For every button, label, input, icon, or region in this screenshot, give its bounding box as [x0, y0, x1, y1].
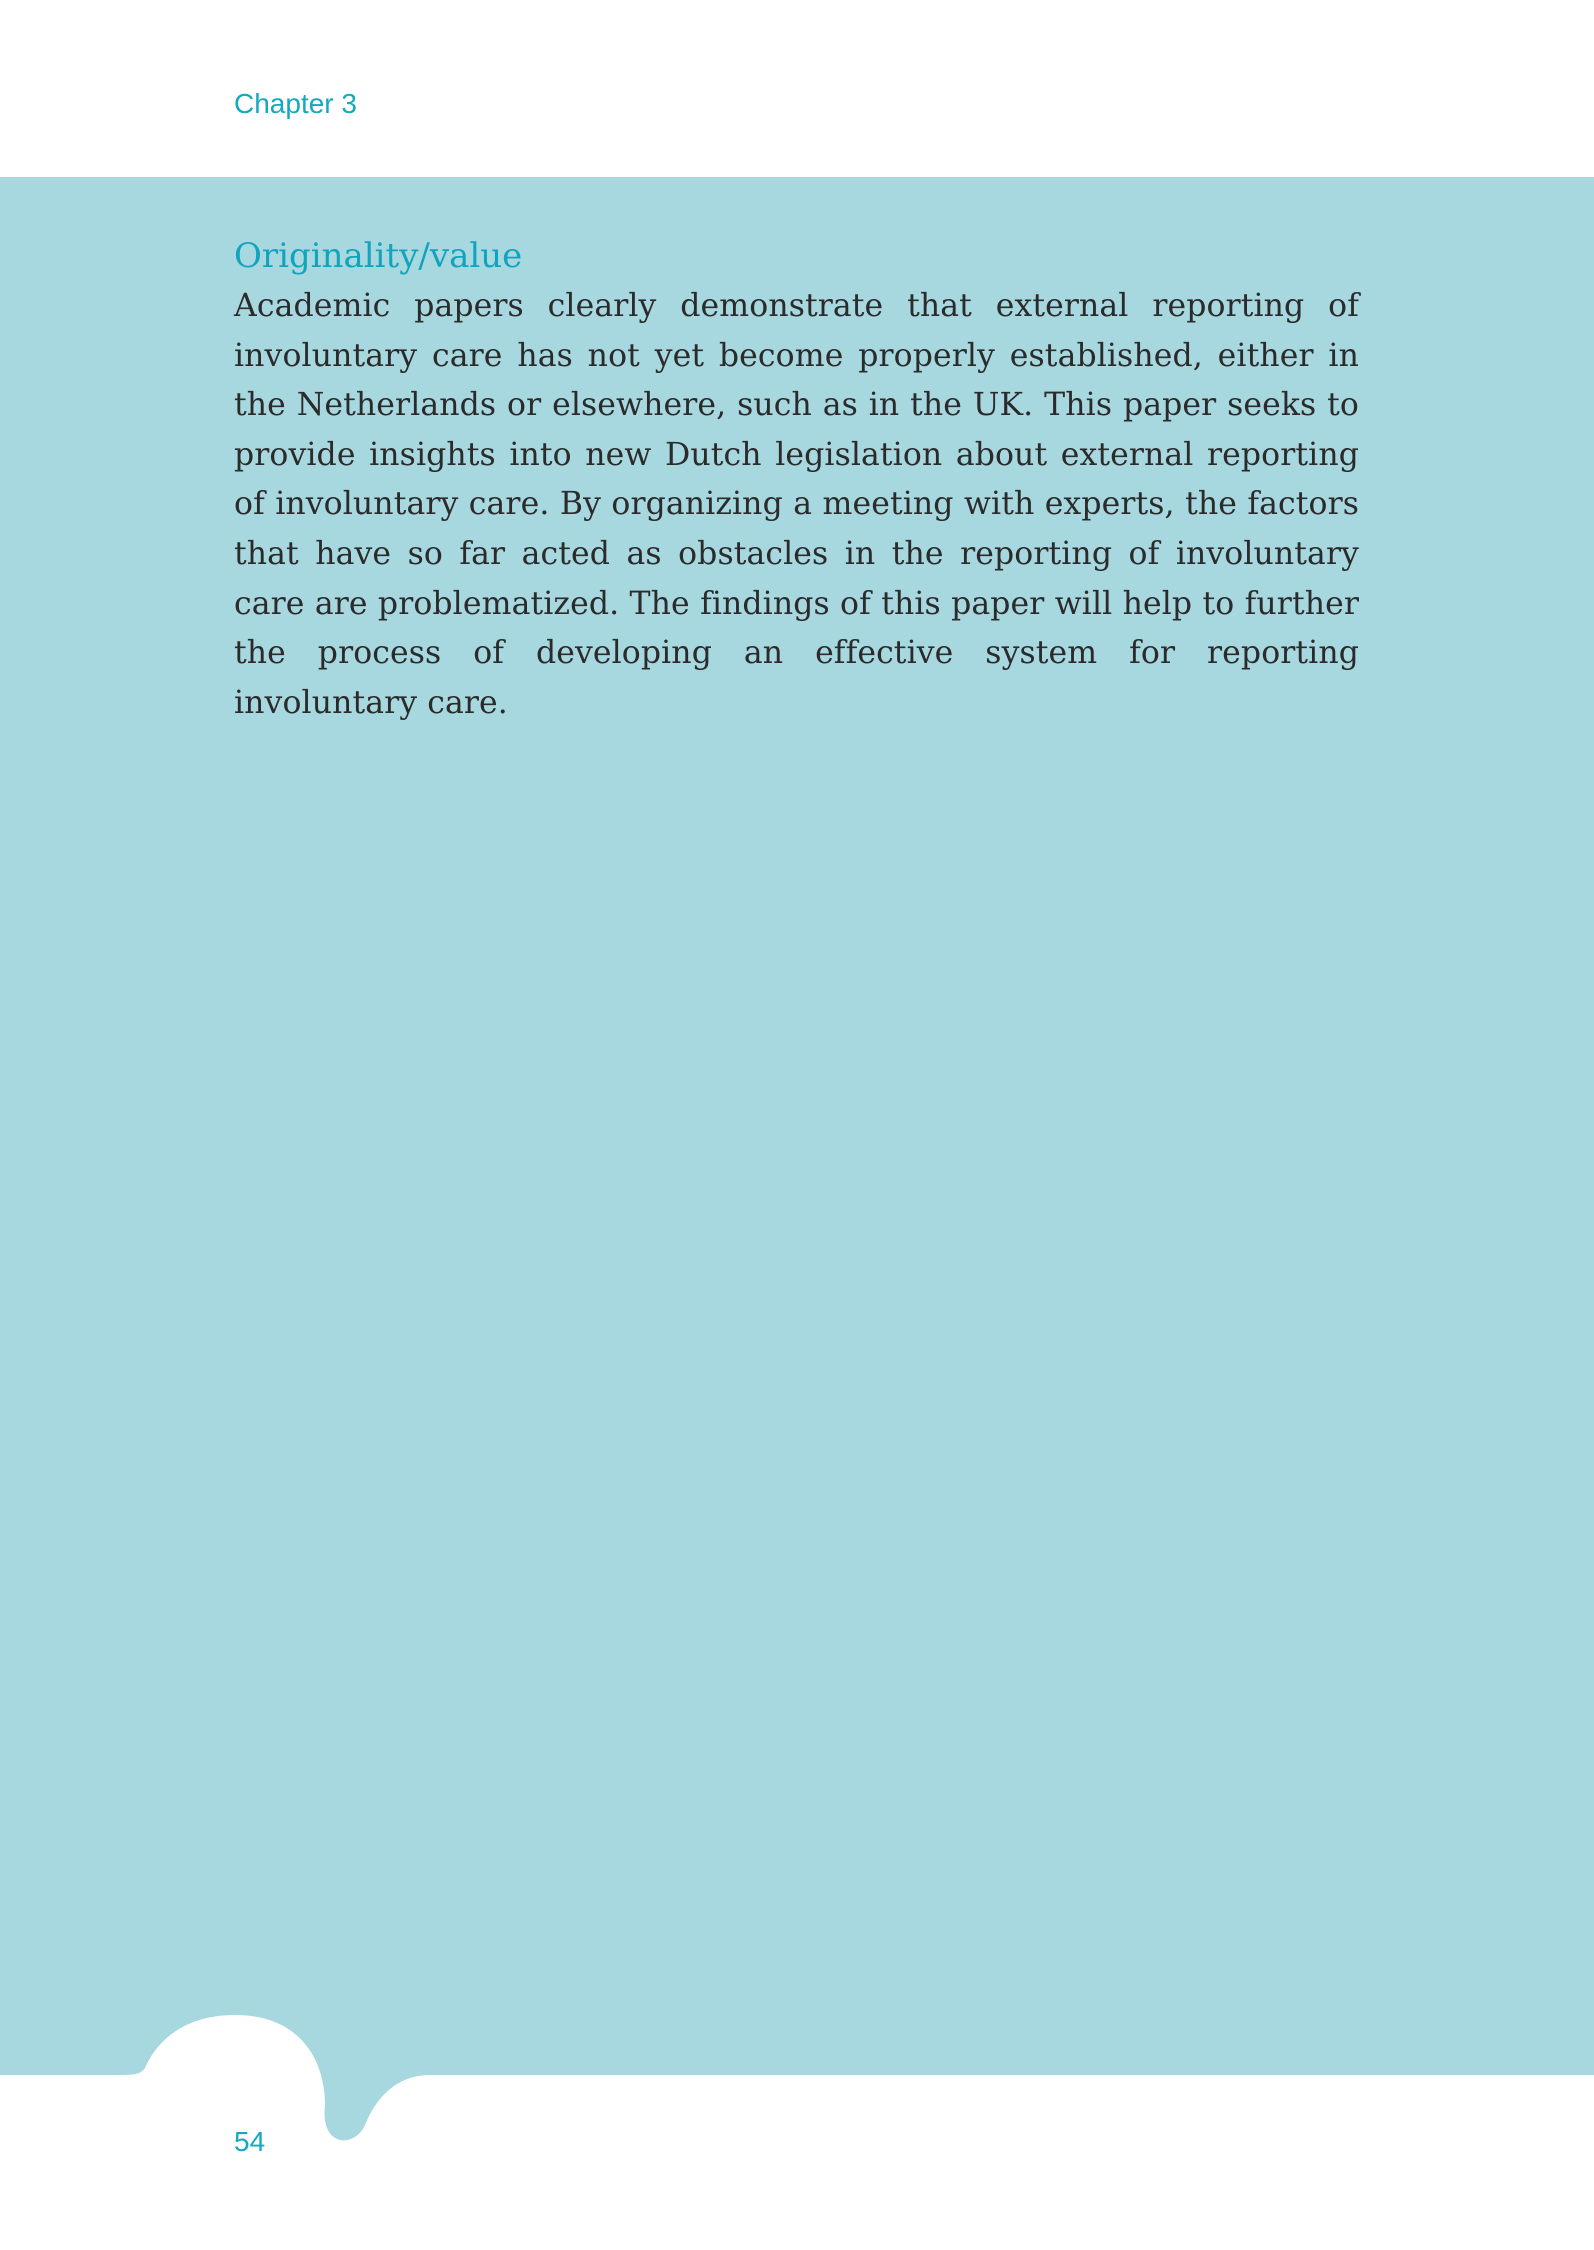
main-content: [234, 232, 1359, 728]
chapter-label: Chapter 3: [234, 88, 357, 119]
page-number: 54: [234, 2126, 266, 2157]
section-body-text: Academic papers clearly demonstrate that external reporting of involuntary care has not yet become properly established, either in the Netherlands or elsewhere, such as in the UK. This paper seeks to provide insights into new Dutch legislation about external reporting of involuntary care. By organizing a meeting with experts, the factors that have so far acted as obstacles in the reporting of involuntary care are problematized. The findings of this paper will help to further the process of developing an effective system for reporting involuntary care.: [234, 288, 1359, 721]
section-heading: Originality/value: [234, 236, 523, 276]
